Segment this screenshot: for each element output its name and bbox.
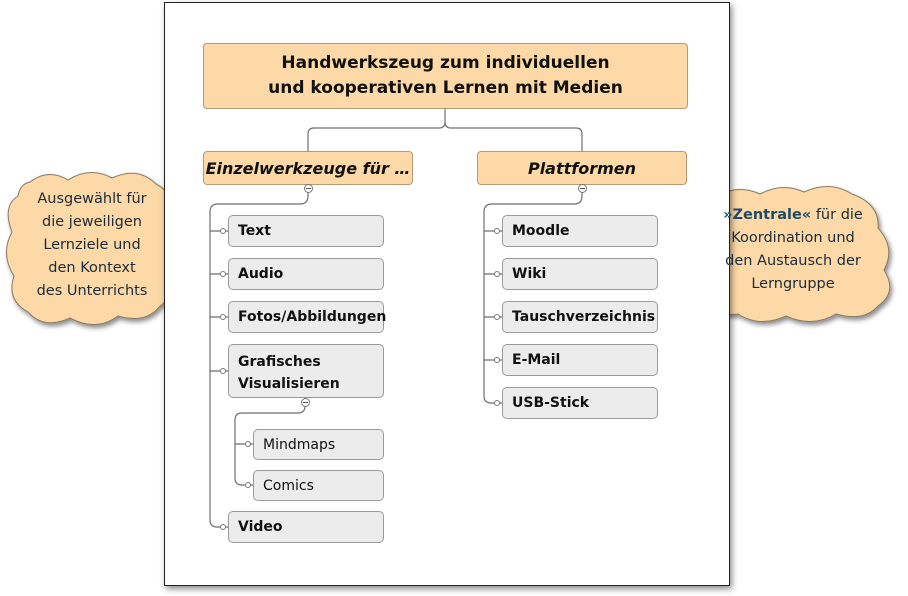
leaf-label: Comics bbox=[263, 477, 314, 494]
branch-plattformen[interactable] bbox=[477, 151, 687, 185]
leaf-mindmaps[interactable] bbox=[253, 429, 384, 460]
leaf-label: Wiki bbox=[512, 266, 547, 282]
leaf-comics[interactable] bbox=[253, 470, 384, 501]
leaf-label: Visualisieren bbox=[238, 376, 340, 392]
leaf-usb-stick[interactable] bbox=[502, 387, 658, 419]
right-note-line-rest: für die bbox=[811, 207, 863, 223]
leaf-label: E-Mail bbox=[512, 352, 561, 368]
leaf-label: Moodle bbox=[512, 223, 570, 239]
right-note-highlight: »Zentrale« bbox=[723, 207, 812, 223]
right-note-line: den Austausch der bbox=[725, 253, 861, 269]
leaf-audio[interactable] bbox=[228, 258, 384, 290]
left-note-line: die jeweiligen bbox=[42, 214, 142, 230]
collapse-toggle-icon[interactable] bbox=[578, 184, 587, 193]
leaf-label: Fotos/Abbildungen bbox=[238, 309, 387, 325]
left-note-line: Ausgewählt für bbox=[37, 191, 147, 207]
leaf-label: Video bbox=[238, 519, 283, 535]
leaf-e-mail[interactable] bbox=[502, 344, 658, 376]
leaf-moodle[interactable] bbox=[502, 215, 658, 247]
leaf-label: Text bbox=[238, 223, 271, 239]
root-title-line: und kooperativen Lernen mit Medien bbox=[268, 78, 623, 98]
right-note-text bbox=[712, 204, 874, 296]
branch-einzelwerkzeuge[interactable] bbox=[203, 151, 413, 185]
left-note-line: des Unterrichts bbox=[36, 283, 148, 299]
collapse-toggle-icon[interactable] bbox=[301, 398, 310, 407]
leaf-tauschverzeichnis[interactable] bbox=[502, 301, 658, 333]
branch-label: Plattformen bbox=[527, 158, 637, 178]
right-note-line: Koordination und bbox=[731, 230, 855, 246]
leaf-label: Audio bbox=[238, 266, 284, 282]
leaf-text[interactable] bbox=[228, 215, 384, 247]
left-note-line: Lernziele und bbox=[43, 237, 141, 253]
root-title-line: Handwerkszeug zum individuellen bbox=[281, 53, 610, 73]
leaf-label: USB-Stick bbox=[512, 395, 590, 411]
branch-label: Einzelwerkzeuge für … bbox=[205, 158, 411, 178]
leaf-label: Mindmaps bbox=[263, 436, 336, 453]
collapse-toggle-icon[interactable] bbox=[304, 184, 313, 193]
leaf-wiki[interactable] bbox=[502, 258, 658, 290]
right-note-line bbox=[712, 204, 874, 227]
leaf-video[interactable] bbox=[228, 511, 384, 543]
leaf-label: Grafisches bbox=[238, 354, 321, 370]
leaf-label: Tauschverzeichnis bbox=[512, 309, 656, 325]
left-note-line: den Kontext bbox=[48, 260, 136, 276]
left-note-text bbox=[22, 188, 162, 303]
leaf-fotos-abbildungen[interactable] bbox=[228, 301, 387, 333]
leaf-grafisches-visualisieren[interactable] bbox=[228, 344, 384, 398]
root-node[interactable] bbox=[203, 43, 688, 109]
right-note-line: Lerngruppe bbox=[751, 276, 835, 292]
